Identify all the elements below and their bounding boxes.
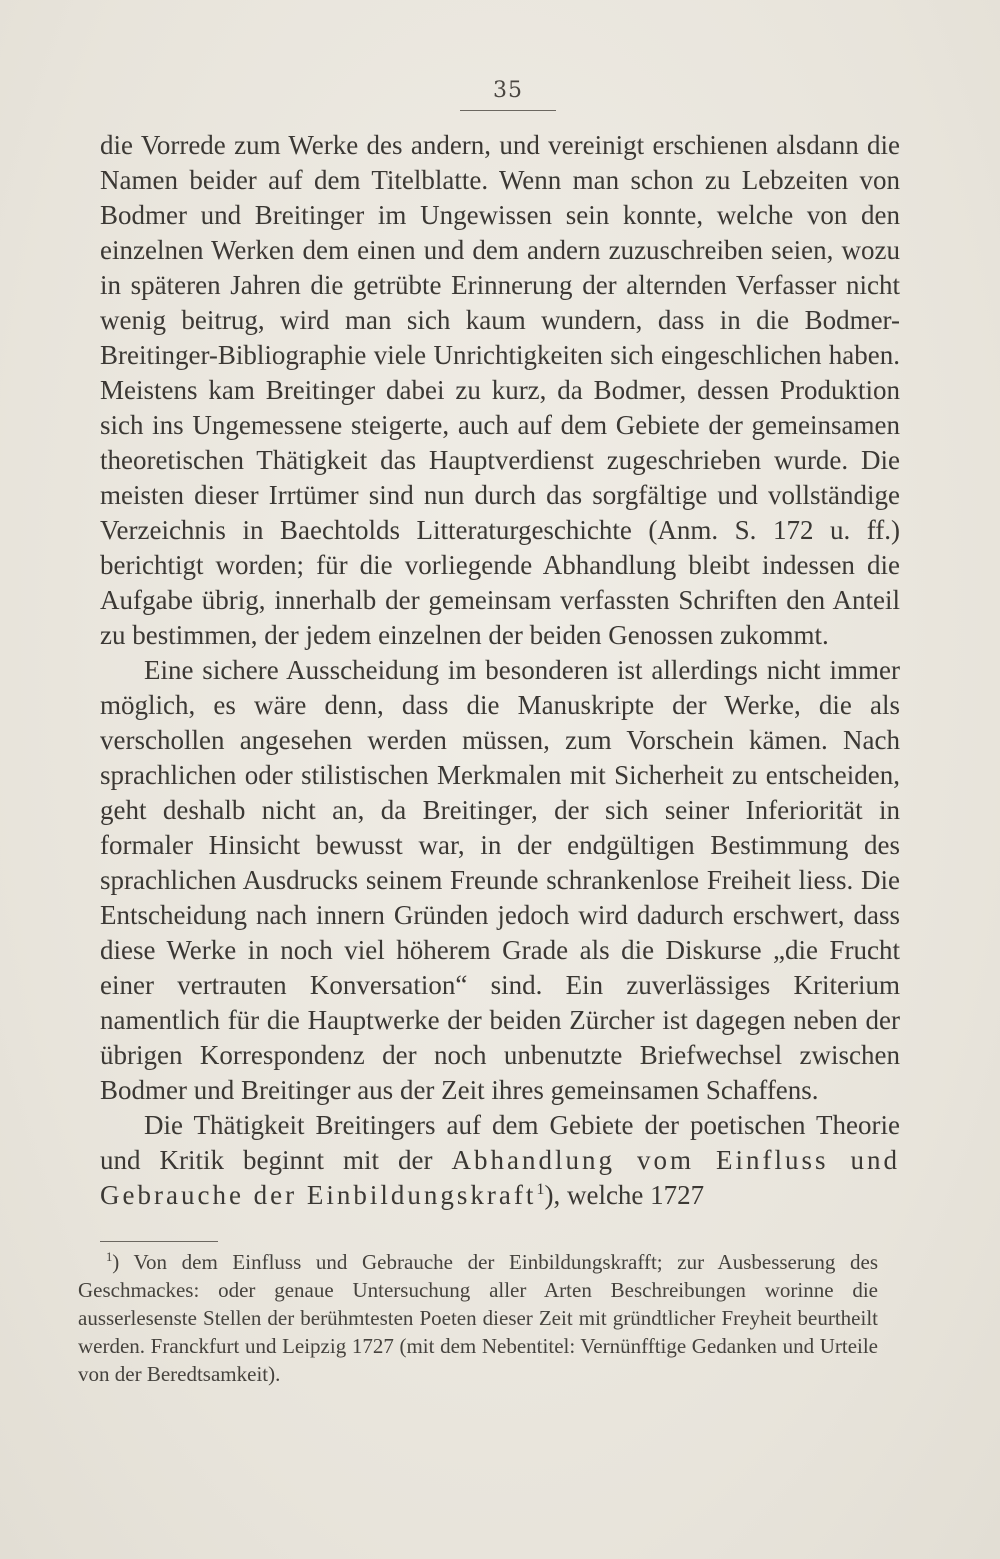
paragraph-3-end: ), welche 1727 bbox=[544, 1180, 705, 1210]
main-text bbox=[100, 128, 900, 1213]
page-number: 35 bbox=[493, 78, 523, 103]
paragraph-1: die Vorrede zum Werke des andern, und vereinigt erschienen alsdann die Namen beider auf dem Titelblatte. Wenn man schon zu Lebzeiten von Bodmer und Breitinger im Ungewissen sein konnte, welche von den einzelnen Werken dem einen und dem andern zuzuschreiben seien, wozu in späteren Jahren die getrübte Erinnerung der alternden Verfasser nicht wenig beitrug, wird man sich kaum wundern, dass in die Bodmer-Breitinger-Bibliographie viele Unrichtigkeiten sich eingeschlichen haben. Meistens kam Breitinger dabei zu kurz, da Bodmer, dessen Produktion sich ins Ungemessene steigerte, auch auf dem Gebiete der gemeinsamen theoretischen Thätigkeit das Hauptverdienst zugeschrieben wurde. Die meisten dieser Irrtümer sind nun durch das sorgfältige und vollständige Verzeichnis in Baechtolds Litteraturgeschichte (Anm. S. 172 u. ff.) berichtigt worden; für die vorliegende Abhandlung bleibt indessen die Aufgabe übrig, innerhalb der gemeinsam verfassten Schriften den Anteil zu bestimmen, der jedem einzelnen der beiden Genossen zukommt. bbox=[100, 130, 900, 650]
paragraph-3 bbox=[100, 1108, 900, 1213]
footnote-marker: 1 bbox=[106, 1250, 113, 1264]
footnote-rule bbox=[100, 1241, 218, 1242]
paragraph-3-start: Die Thätigkeit Breitingers auf dem Gebiete der poetischen Theorie und Kritik beginnt mit der bbox=[100, 1110, 900, 1175]
page-number-rule bbox=[460, 110, 556, 111]
footnote-text: ) Von dem Einfluss und Gebrauche der Einbildungskrafft; zur Ausbesserung des Geschmackes: oder genaue Untersuchung aller Arten Beschreibungen worinne die ausserlesenste Stellen der berühmtesten Poeten dieser Zeit mit gründtlicher Freyheit beurtheilt werden. Franckfurt und Leipzig 1727 (mit dem Nebentitel: Vernünfftige Gedanken und Urteile von der Beredtsamkeit). bbox=[78, 1250, 878, 1386]
paragraph-2: Eine sichere Ausscheidung im besonderen ist allerdings nicht immer möglich, es wäre denn, dass die Manuskripte der Werke, die als verschollen angesehen werden müssen, zum Vorschein kämen. Nach sprachlichen oder stilistischen Merkmalen mit Sicherheit zu entscheiden, geht deshalb nicht an, da Breitinger, der sich seiner Inferiorität in formaler Hinsicht bewusst war, in der endgültigen Bestimmung des sprachlichen Ausdrucks seinem Freunde schrankenlose Freiheit liess. Die Entscheidung nach innern Gründen jedoch wird dadurch erschwert, dass diese Werke in noch viel höherem Grade als die Diskurse „die Frucht einer vertrauten Konversation“ sind. Ein zuverlässiges Kriterium namentlich für die Hauptwerke der beiden Zürcher ist dagegen neben der übrigen Korrespondenz der noch unbenutzte Briefwechsel zwischen Bodmer und Breitinger aus der Zeit ihres gemeinsamen Schaffens. bbox=[100, 655, 900, 1105]
footnote-reference[interactable]: 1 bbox=[536, 1180, 545, 1198]
footnote-1 bbox=[78, 1248, 878, 1388]
work-title-spaced: Abhandlung vom Einfluss und Gebrauche der Einbildungskraft bbox=[100, 1145, 900, 1210]
footnotes bbox=[78, 1248, 878, 1388]
